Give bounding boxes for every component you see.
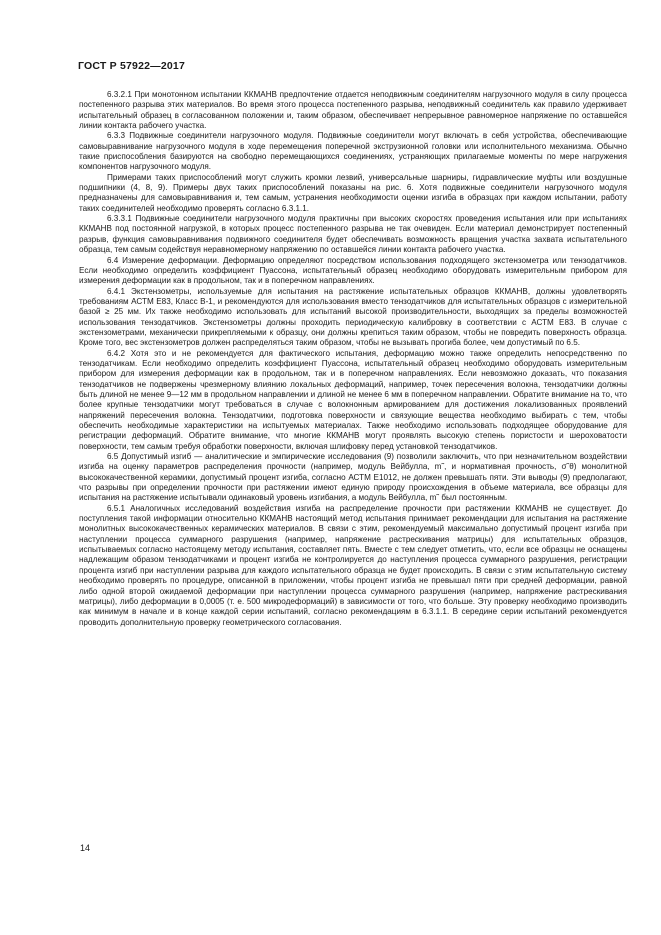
paragraph-6-3-3-1: 6.3.3.1 Подвижные соединители нагрузочного модуля практичны при высоких скоростях проведения испытания или при испытаниях ККМАНВ под постоянной нагрузкой, в которых процесс постепенного разрыва не так очевиден. Если материал демонстрирует постепенный разрыв, функция самовыравнивания подвижного соединителя будет обеспечивать возможность вращения участка захвата испытательного образца, тем самым содействуя неравномерному напряжению по оставшейся линии контакта рабочего участка. bbox=[79, 214, 627, 255]
paragraph-6-4: 6.4 Измерение деформации. Деформацию определяют посредством использования подходящего экстензометра или тензодатчиков. Если необходимо определить коэффициент Пуассона, испытательный образец необходимо оборудовать измерительным прибором для измерения деформации как в продольном, так и в поперечном направлениях. bbox=[79, 255, 627, 286]
paragraph-6-5-1: 6.5.1 Аналогичных исследований воздействия изгиба на распределение прочности при растяжении ККМАНВ не существует. До поступления такой информации относительно ККМАНВ настоящий метод испытания принимает рекомендации для испытания на растяжение монолитных высококачественных керамических материалов. В связи с этим, рекомендуемый максимально допустимый процент изгиба при наступлении процесса суммарного разрушения (например, напряжение растрескивания матрицы) для испытательных образцов, испытываемых согласно настоящему методу испытания, составляет пять. Вместе с тем следует отметить, что, если все образцы не оснащены надлежащим образом тензодатчиками и процент изгиба не контролируется до наступления процесса суммарного разрушения, регистрации процента изгиб при наступлении разрыва для каждого испытательного образца не будет происходить. В связи с этим испытательную систему необходимо проверять по процедуре, описанной в приложении, чтобы процент изгиба не превышал пяти при средней деформации, равной либо одной второй ожидаемой деформации при наступлении процесса суммарного разрушения (например, напряжение растрескивания матрицы), либо деформации в 0,0005 (т. е. 500 микродеформаций) в зависимости от того, что больше. Эту проверку необходимо производить как минимум в начале и в конце каждой серии испытаний, согласно рекомендациям в 6.3.1.1. В середине серии испытаний рекомендуется проводить дополнительную проверку геометрического согласования. bbox=[79, 503, 627, 627]
paragraph-6-3-2-1: 6.3.2.1 При монотонном испытании ККМАНВ предпочтение отдается неподвижным соединителям нагрузочного модуля в силу процесса постепенного разрыва этих материалов. Во время этого процесса постепенного разрыва, неподвижный соединитель как правило удерживает испытательный образец в согласованном положении и, таким образом, обеспечивает непрерывное равномерное напряжение по оставшейся линии контакта рабочего участка. bbox=[79, 90, 627, 131]
paragraph-6-4-2: 6.4.2 Хотя это и не рекомендуется для фактического испытания, деформацию можно также определить непосредственно по тензодатчикам. Если необходимо определить коэффициент Пуассона, испытательный образец необходимо оборудовать измерительным прибором для измерения деформации как в продольном, так и в поперечном направлениях. Если невозможно доказать, что показания тензодатчиков не подвержены чрезмерному влиянию локальных деформаций, например, точек пересечения волокна, тензодатчики должны быть длиной не менее 9—12 мм в продольном направлении и длиной не менее 6 мм в поперечном направлении. Обратите внимание на то, что более крупные тензодатчики могут требоваться в случае с волокнонным армированием для достижения локализованных проявлений напряжений пересечения волокна. Тензодатчики, подготовка поверхности и связующие вещества необходимо выбирать с тем, чтобы обеспечить необходимые характеристики на испытуемых материалах. Также необходимо использовать подходящее оборудование для регистрации деформаций. Обратите внимание, что многие ККМАНВ могут проявлять высокую степень пористости и шероховатости поверхности, тем самым требуя обработки поверхности, включая шлифовку перед установкой тензодатчиков. bbox=[79, 348, 627, 451]
document-header: ГОСТ Р 57922—2017 bbox=[78, 60, 186, 72]
document-body bbox=[79, 90, 627, 628]
paragraph-examples: Примерами таких приспособлений могут служить кромки лезвий, универсальные шарниры, гидравлические муфты или воздушные подшипники (4, 8, 9). Примеры двух таких приспособлений показаны на рис. 6. Хотя подвижные соединители нагрузочного модуля предназначены для самовыравнивания и, тем самым, устранения необходимости оценки изгиба в образцах при каждом испытании, работу таких соединителей необходимо проверять согласно 6.3.1.1. bbox=[79, 172, 627, 213]
paragraph-6-4-1: 6.4.1 Экстензометры, используемые для испытания на растяжение испытательных образцов ККМАНВ, должны удовлетворять требованиям АСТМ Е83, Класс В-1, и рекомендуются для использования вместо тензодатчиков для испытательных образцов с измерительной базой ≥ 25 мм. Их также необходимо использовать для испытаний высокой производительности, выходящих за пределы возможностей использования тензодатчиков. Экстензометры должны проходить периодическую калибровку в соответствии с АСТМ Е83. В случае с экстензометрами, механически прикрепляемыми к образцу, они должны крепиться таким образом, чтобы не повредить поверхность образца. Кроме того, вес экстензометров должен распределяться таким образом, чтобы не вызывать прогиба более, чем допустимый по 6.5. bbox=[79, 286, 627, 348]
paragraph-6-3-3: 6.3.3 Подвижные соединители нагрузочного модуля. Подвижные соединители могут включать в себя устройства, обеспечивающие самовыравнивание нагрузочного модуля в ходе перемещения поперечной экструзионной головки или исполнительного механизма. Обычно такие приспособления базируются на свободно перемещающихся соединениях, устраняющих прилагаемые моменты по мере нагружения компонентов нагрузочного модуля. bbox=[79, 131, 627, 172]
page-number: 14 bbox=[80, 843, 91, 853]
paragraph-6-5: 6.5 Допустимый изгиб — аналитические и эмпирические исследования (9) позволили заключить, что при незначительном воздействии изгиба на оценку параметров распределения прочности (например, модуль Вейбулла, m˜, и нормативная прочность, σ˜θ) монолитной высококачественной керамики, допустимый процент изгиба, согласно АСТМ Е1012, не должен превышать пяти. Эти выводы (9) предполагают, что разрывы при определении прочности при растяжении имеют единую природу происхождения в объеме материала, все образцы для испытания на растяжение испытывали одинаковый уровень изгибания, а модуль Вейбулла, m˜ был постоянным. bbox=[79, 452, 627, 503]
